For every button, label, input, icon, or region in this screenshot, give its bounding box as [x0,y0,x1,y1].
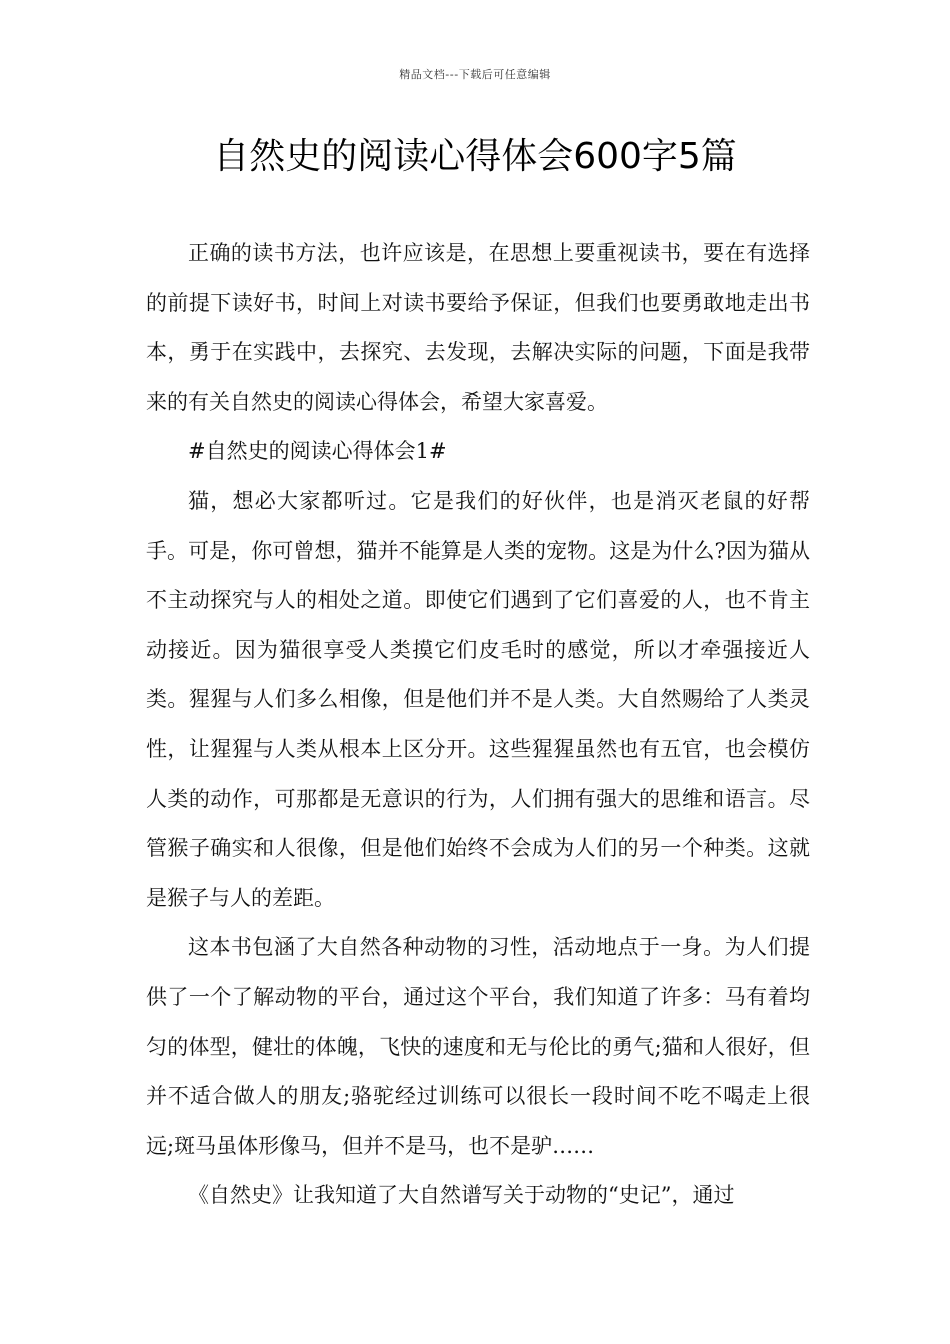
document-body [146,229,810,1221]
body-paragraph: 《自然史》让我知道了大自然谱写关于动物的“史记”，通过 [188,1183,735,1208]
body-paragraph: 猫，想必大家都听过。它是我们的好伙伴，也是消灭老鼠的好帮手。可是，你可曾想，猫并不能算是人类的宠物。这是为什么?因为猫从不主动探究与人的相处之道。即使它们遇到了它们喜爱的人，也不肯主动接近。因为猫很享受人类摸它们皮毛时的感觉，所以才牵强接近人类。猩猩与人们多么相像，但是他们并不是人类。大自然赐给了人类灵性，让猩猩与人类从根本上区分开。这些猩猩虽然也有五官，也会模仿人类的动作，可那都是无意识的行为，人们拥有强大的思维和语言。尽管猴子确实和人很像，但是他们始终不会成为人们的另一个种类。这就是猴子与人的差距。 [146,488,810,910]
document-title: 自然史的阅读心得体会600字5篇 [213,136,737,177]
intro-paragraph: 正确的读书方法，也许应该是，在思想上要重视读书，要在有选择的前提下读好书，时间上对读书要给予保证，但我们也要勇敢地走出书本，勇于在实践中，去探究、去发现，去解决实际的问题，下面是我带来的有关自然史的阅读心得体会，希望大家喜爱。 [146,241,810,414]
section-heading: #自然史的阅读心得体会1# [188,439,447,464]
body-paragraph: 这本书包涵了大自然各种动物的习性，活动地点于一身。为人们提供了一个了解动物的平台，通过这个平台，我们知道了许多：马有着均匀的体型，健壮的体魄，飞快的速度和无与伦比的勇气;猫和人很好，但并不适合做人的朋友;骆驼经过训练可以很长一段时间不吃不喝走上很远;斑马虽体形像马，但并不是马，也不是驴…… [146,935,810,1158]
header-note: 精品文档---下载后可任意编辑 [399,68,551,81]
